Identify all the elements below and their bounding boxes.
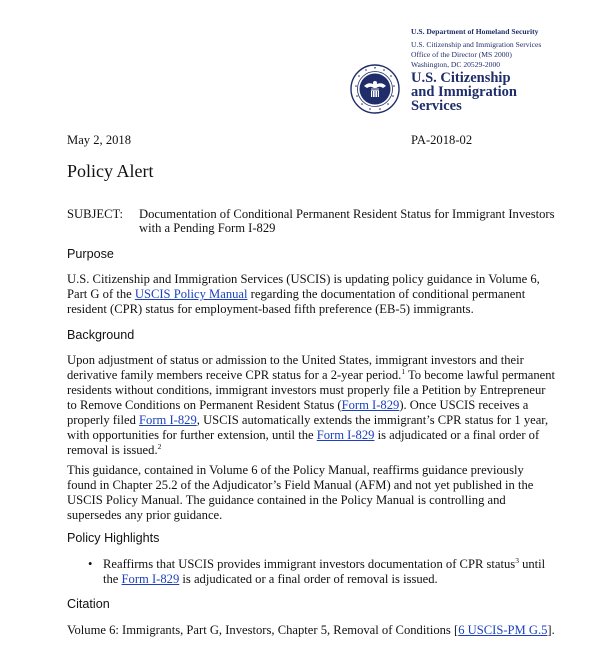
bullet-icon: • <box>88 557 93 571</box>
dhs-seal-icon <box>350 64 400 114</box>
text-run: derivative family members receive CPR status for a 2-year period. <box>67 368 402 382</box>
agency-wordmark-line1: U.S. Citizenship <box>411 70 511 86</box>
form-i-829-link[interactable]: Form I-829 <box>316 428 375 442</box>
text-run: Part G of the <box>67 287 135 301</box>
text-run: with opportunities for further extension, until the <box>67 428 317 442</box>
highlight-item <box>103 557 545 587</box>
text-run: is adjudicated or a final order of <box>374 428 540 442</box>
alert-date: May 2, 2018 <box>67 133 132 147</box>
footnote-1[interactable]: 1 <box>401 366 406 376</box>
text-run: properly filed <box>67 413 140 427</box>
uscis-policy-manual-link[interactable]: USCIS Policy Manual <box>134 287 248 301</box>
purpose-line: U.S. Citizenship and Immigration Services (USCIS) is updating policy guidance in Volume 6, <box>67 272 540 286</box>
highlight-line <box>103 557 545 572</box>
text-run: To become lawful permanent <box>405 368 556 382</box>
background-line <box>67 413 555 428</box>
text-run: Reaffirms that USCIS provides immigrant investors documentation of CPR status <box>103 557 516 571</box>
text-run: until <box>518 557 546 571</box>
text-run: to Remove Conditions on Permanent Resident Status ( <box>67 398 342 412</box>
footnote-3[interactable]: 3 <box>515 555 519 565</box>
text-run: the <box>103 572 122 586</box>
background-line <box>67 443 555 458</box>
purpose-heading: Purpose <box>67 247 114 261</box>
citation-heading: Citation <box>67 597 110 611</box>
background-paragraph-1 <box>67 353 555 458</box>
subject-line-1: Documentation of Conditional Permanent Resident Status for Immigrant Investors <box>139 207 555 221</box>
department-name: U.S. Department of Homeland Security <box>411 27 539 36</box>
purpose-paragraph <box>67 272 540 317</box>
text-run: removal is issued. <box>67 443 158 457</box>
office-name: Office of the Director (MS 2000) <box>411 50 512 59</box>
footnote-2[interactable]: 2 <box>157 441 162 451</box>
text-run: ). Once USCIS receives a <box>399 398 529 412</box>
text-run: , USCIS automatically extends the immigrant’s CPR status for 1 year, <box>196 413 549 427</box>
background-line: supersedes any prior guidance. <box>67 508 223 522</box>
subject-line-2: with a Pending Form I-829 <box>139 221 276 235</box>
background-line: residents without conditions, immigrant investors must properly file a Petition by Entrepreneur <box>67 383 546 397</box>
agency-name-small: U.S. Citizenship and Immigration Services <box>411 40 542 49</box>
subject-label: SUBJECT: <box>67 207 124 221</box>
purpose-line: resident (CPR) status for employment-based fifth preference (EB-5) immigrants. <box>67 302 474 316</box>
form-i-829-link[interactable]: Form I-829 <box>139 413 197 427</box>
background-heading: Background <box>67 328 135 342</box>
text-run: is adjudicated or a final order of removal is issued. <box>179 572 438 586</box>
background-line <box>67 428 555 443</box>
background-line: found in Chapter 25.2 of the Adjudicator’s Field Manual (AFM) and not yet published in the <box>67 478 534 492</box>
policy-highlights-heading: Policy Highlights <box>67 531 160 545</box>
alert-number: PA-2018-02 <box>411 133 473 147</box>
text-run: ]. <box>547 623 555 637</box>
purpose-line <box>67 287 540 302</box>
citation-text <box>67 623 555 638</box>
highlight-line <box>103 572 545 587</box>
background-line: Upon adjustment of status or admission to the United States, immigrant investors and their <box>67 353 524 367</box>
text-run: Volume 6: Immigrants, Part G, Investors, Chapter 5, Removal of Conditions [ <box>67 623 459 637</box>
background-line: USCIS Policy Manual. The guidance contained in the Policy Manual is controlling and <box>67 493 506 507</box>
background-line <box>67 368 555 383</box>
form-i-829-link[interactable]: Form I-829 <box>341 398 400 412</box>
background-paragraph-2 <box>67 463 533 523</box>
agency-wordmark-line2: and Immigration <box>411 84 517 100</box>
uscis-pm-citation-link[interactable]: 6 USCIS-PM G.5 <box>458 623 548 637</box>
background-line <box>67 398 555 413</box>
office-address: Washington, DC 20529-2000 <box>411 60 501 69</box>
page-title: Policy Alert <box>67 161 154 181</box>
agency-wordmark-line3: Services <box>411 98 462 114</box>
text-run: regarding the documentation of conditional permanent <box>247 287 526 301</box>
background-line: This guidance, contained in Volume 6 of the Policy Manual, reaffirms guidance previously <box>67 463 524 477</box>
form-i-829-link[interactable]: Form I-829 <box>121 572 180 586</box>
